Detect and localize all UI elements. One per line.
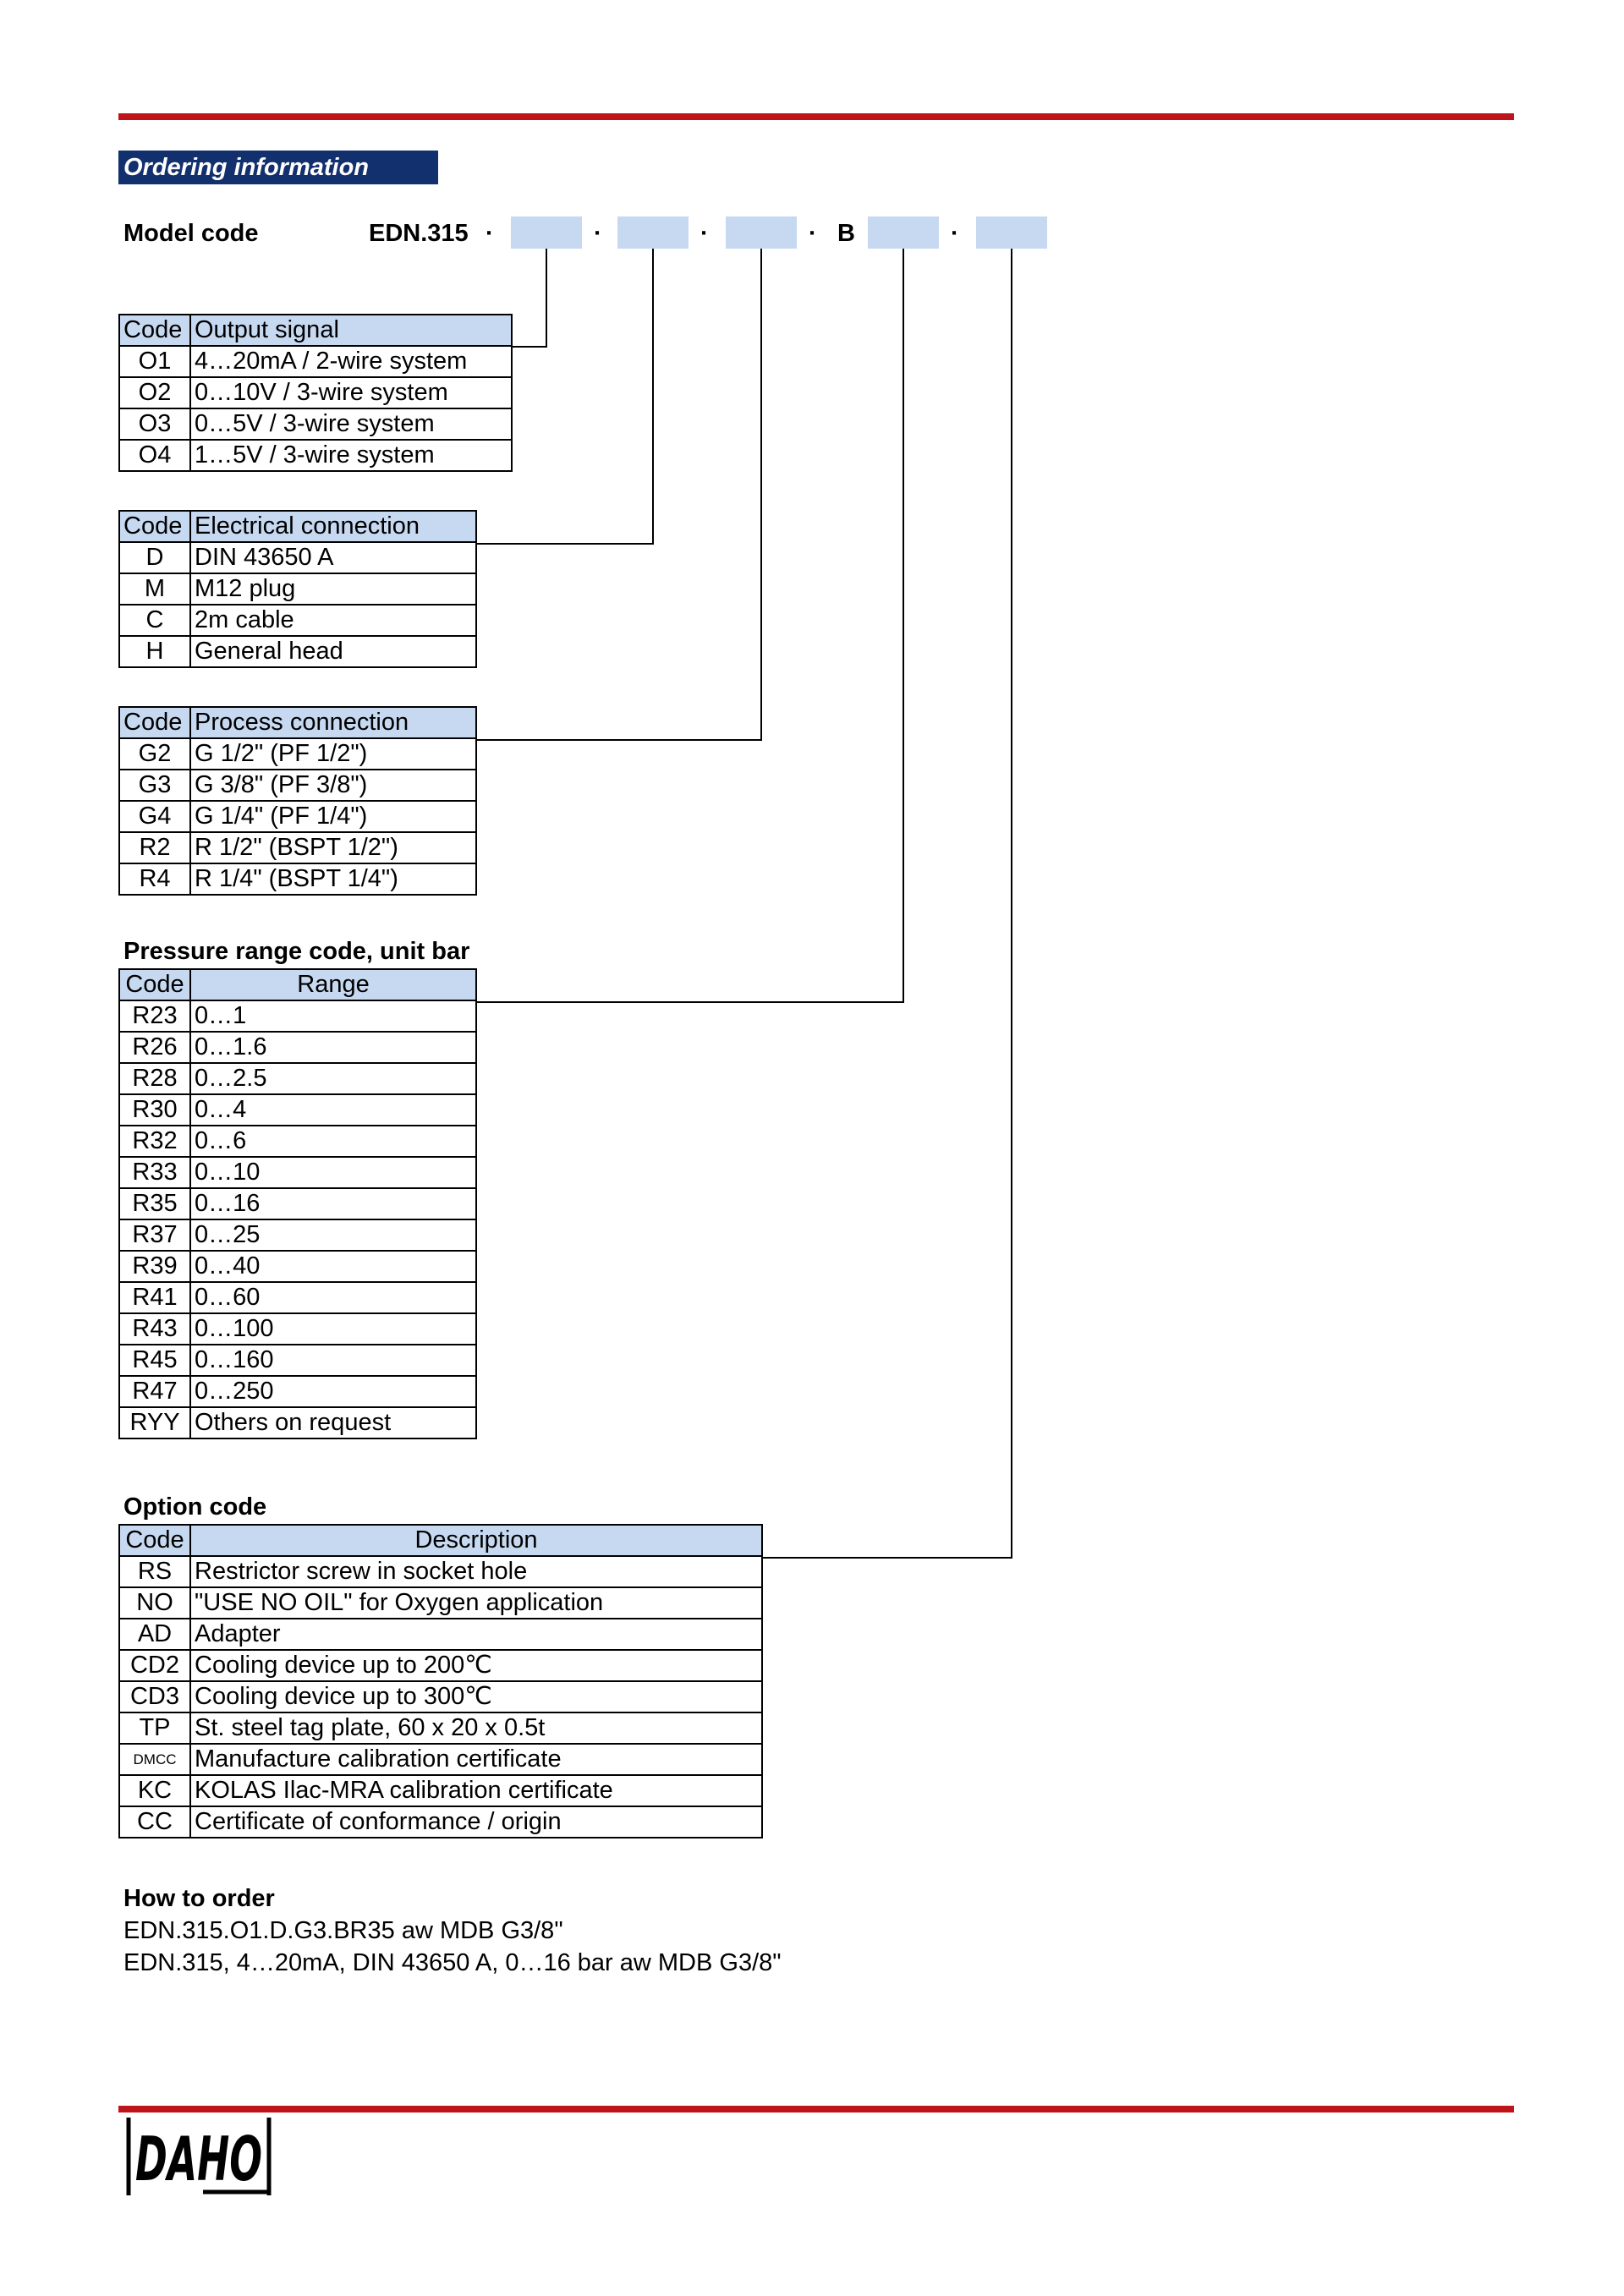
code-cell: RYY xyxy=(119,1407,190,1438)
section-title: Ordering information xyxy=(118,151,438,184)
table-row xyxy=(119,832,476,863)
code-cell: R33 xyxy=(119,1157,190,1188)
code-cell: C xyxy=(119,605,190,636)
separator-dot: · xyxy=(700,220,709,247)
code-cell: R30 xyxy=(119,1094,190,1126)
table-row xyxy=(119,1345,476,1376)
code-cell: CC xyxy=(119,1806,190,1838)
code-cell: KC xyxy=(119,1775,190,1806)
code-cell: O1 xyxy=(119,346,190,377)
value-cell: 0…160 xyxy=(190,1345,476,1376)
code-cell: TP xyxy=(119,1712,190,1744)
header-code: Code xyxy=(119,707,190,738)
value-cell: M12 plug xyxy=(190,573,476,605)
connector-output-signal xyxy=(511,249,546,347)
code-cell: R4 xyxy=(119,863,190,895)
value-cell: General head xyxy=(190,636,476,667)
table-row xyxy=(119,863,476,895)
code-cell: R41 xyxy=(119,1282,190,1313)
table-row xyxy=(119,542,476,573)
separator-dot: · xyxy=(486,220,494,247)
code-cell: O4 xyxy=(119,440,190,471)
value-cell: Others on request xyxy=(190,1407,476,1438)
code-cell: AD xyxy=(119,1619,190,1650)
table-row xyxy=(119,1000,476,1032)
value-cell: 0…40 xyxy=(190,1251,476,1282)
value-cell: Certificate of conformance / origin xyxy=(190,1806,762,1838)
value-cell: 0…16 xyxy=(190,1188,476,1219)
table-row xyxy=(119,377,512,408)
code-cell: G3 xyxy=(119,770,190,801)
table-row xyxy=(119,1094,476,1126)
value-cell: R 1/2" (BSPT 1/2") xyxy=(190,832,476,863)
code-cell: R2 xyxy=(119,832,190,863)
value-cell: 0…6 xyxy=(190,1126,476,1157)
table-row xyxy=(119,440,512,471)
table-row xyxy=(119,1775,762,1806)
value-cell: KOLAS Ilac-MRA calibration certificate xyxy=(190,1775,762,1806)
table-row xyxy=(119,1313,476,1345)
table-row xyxy=(119,1407,476,1438)
value-cell: Manufacture calibration certificate xyxy=(190,1744,762,1775)
table-row xyxy=(119,1556,762,1587)
code-cell: D xyxy=(119,542,190,573)
table-row xyxy=(119,1712,762,1744)
code-cell: R28 xyxy=(119,1063,190,1094)
table-row xyxy=(119,573,476,605)
table-row xyxy=(119,1744,762,1775)
table-row xyxy=(119,1126,476,1157)
value-cell: 1…5V / 3-wire system xyxy=(190,440,512,471)
bottom-red-rule xyxy=(118,2106,1514,2112)
code-cell: NO xyxy=(119,1587,190,1619)
value-cell: G 1/2" (PF 1/2") xyxy=(190,738,476,770)
how-to-order-example-code: EDN.315.O1.D.G3.BR35 aw MDB G3/8" xyxy=(123,1917,563,1944)
value-cell: 0…1 xyxy=(190,1000,476,1032)
option-code-table xyxy=(118,1524,763,1838)
value-cell: 2m cable xyxy=(190,605,476,636)
value-cell: 4…20mA / 2-wire system xyxy=(190,346,512,377)
table-row xyxy=(119,1650,762,1681)
connector-process-connection xyxy=(475,249,761,740)
value-cell: Cooling device up to 200℃ xyxy=(190,1650,762,1681)
table-row xyxy=(119,346,512,377)
table-row xyxy=(119,1619,762,1650)
pressure-range-title: Pressure range code, unit bar xyxy=(123,938,470,965)
header-range: Range xyxy=(190,969,476,1000)
code-cell: O3 xyxy=(119,408,190,440)
code-cell: G4 xyxy=(119,801,190,832)
model-fixed-letter: B xyxy=(837,220,855,247)
header-code: Code xyxy=(119,315,190,346)
table-row xyxy=(119,738,476,770)
value-cell: G 3/8" (PF 3/8") xyxy=(190,770,476,801)
value-cell: Restrictor screw in socket hole xyxy=(190,1556,762,1587)
table-row xyxy=(119,1219,476,1251)
separator-dot: · xyxy=(951,220,959,247)
how-to-order-title: How to order xyxy=(123,1885,275,1912)
code-cell: R45 xyxy=(119,1345,190,1376)
header-code: Code xyxy=(119,511,190,542)
header-description: Description xyxy=(190,1525,762,1556)
code-cell: RS xyxy=(119,1556,190,1587)
table-row xyxy=(119,1188,476,1219)
header-electrical-connection: Electrical connection xyxy=(190,511,476,542)
header-output-signal: Output signal xyxy=(190,315,512,346)
how-to-order-example-description: EDN.315, 4…20mA, DIN 43650 A, 0…16 bar aw MDB G3/8" xyxy=(123,1949,782,1976)
value-cell: DIN 43650 A xyxy=(190,542,476,573)
code-cell: R23 xyxy=(119,1000,190,1032)
table-row xyxy=(119,1282,476,1313)
code-cell: R37 xyxy=(119,1219,190,1251)
code-cell: R32 xyxy=(119,1126,190,1157)
pressure-range-table xyxy=(118,968,477,1439)
separator-dot: · xyxy=(594,220,602,247)
code-cell: R35 xyxy=(119,1188,190,1219)
code-cell: H xyxy=(119,636,190,667)
value-cell: 0…1.6 xyxy=(190,1032,476,1063)
value-cell: 0…60 xyxy=(190,1282,476,1313)
logo-text: DAHO xyxy=(135,2123,262,2195)
model-prefix: EDN.315 xyxy=(369,220,469,247)
electrical-connection-table xyxy=(118,510,477,668)
table-row xyxy=(119,636,476,667)
code-cell: R47 xyxy=(119,1376,190,1407)
process-connection-table xyxy=(118,706,477,896)
value-cell: 0…25 xyxy=(190,1219,476,1251)
connector-option xyxy=(761,249,1012,1558)
value-cell: 0…10 xyxy=(190,1157,476,1188)
value-cell: St. steel tag plate, 60 x 20 x 0.5t xyxy=(190,1712,762,1744)
code-cell: R26 xyxy=(119,1032,190,1063)
code-cell: CD2 xyxy=(119,1650,190,1681)
value-cell: Adapter xyxy=(190,1619,762,1650)
table-row xyxy=(119,801,476,832)
value-cell: 0…5V / 3-wire system xyxy=(190,408,512,440)
value-cell: 0…250 xyxy=(190,1376,476,1407)
separator-dot: · xyxy=(809,220,817,247)
value-cell: 0…2.5 xyxy=(190,1063,476,1094)
header-process-connection: Process connection xyxy=(190,707,476,738)
code-cell: O2 xyxy=(119,377,190,408)
output-signal-table xyxy=(118,314,513,472)
code-cell: DMCC xyxy=(119,1744,190,1775)
table-row xyxy=(119,1806,762,1838)
value-cell: 0…100 xyxy=(190,1313,476,1345)
table-row xyxy=(119,408,512,440)
table-row xyxy=(119,1251,476,1282)
table-row xyxy=(119,1376,476,1407)
table-row xyxy=(119,1681,762,1712)
table-row xyxy=(119,1032,476,1063)
code-cell: G2 xyxy=(119,738,190,770)
code-cell: R43 xyxy=(119,1313,190,1345)
value-cell: 0…10V / 3-wire system xyxy=(190,377,512,408)
value-cell: Cooling device up to 300℃ xyxy=(190,1681,762,1712)
value-cell: 0…4 xyxy=(190,1094,476,1126)
table-row xyxy=(119,1157,476,1188)
header-code: Code xyxy=(119,1525,190,1556)
value-cell: G 1/4" (PF 1/4") xyxy=(190,801,476,832)
table-row xyxy=(119,605,476,636)
table-row xyxy=(119,770,476,801)
daho-logo xyxy=(122,2114,274,2199)
code-cell: M xyxy=(119,573,190,605)
model-code-label: Model code xyxy=(123,220,259,247)
code-cell: CD3 xyxy=(119,1681,190,1712)
value-cell: R 1/4" (BSPT 1/4") xyxy=(190,863,476,895)
header-code: Code xyxy=(119,969,190,1000)
connector-pressure-range xyxy=(475,249,903,1002)
code-cell: R39 xyxy=(119,1251,190,1282)
value-cell: "USE NO OIL" for Oxygen application xyxy=(190,1587,762,1619)
table-row xyxy=(119,1587,762,1619)
option-code-title: Option code xyxy=(123,1493,267,1521)
table-row xyxy=(119,1063,476,1094)
